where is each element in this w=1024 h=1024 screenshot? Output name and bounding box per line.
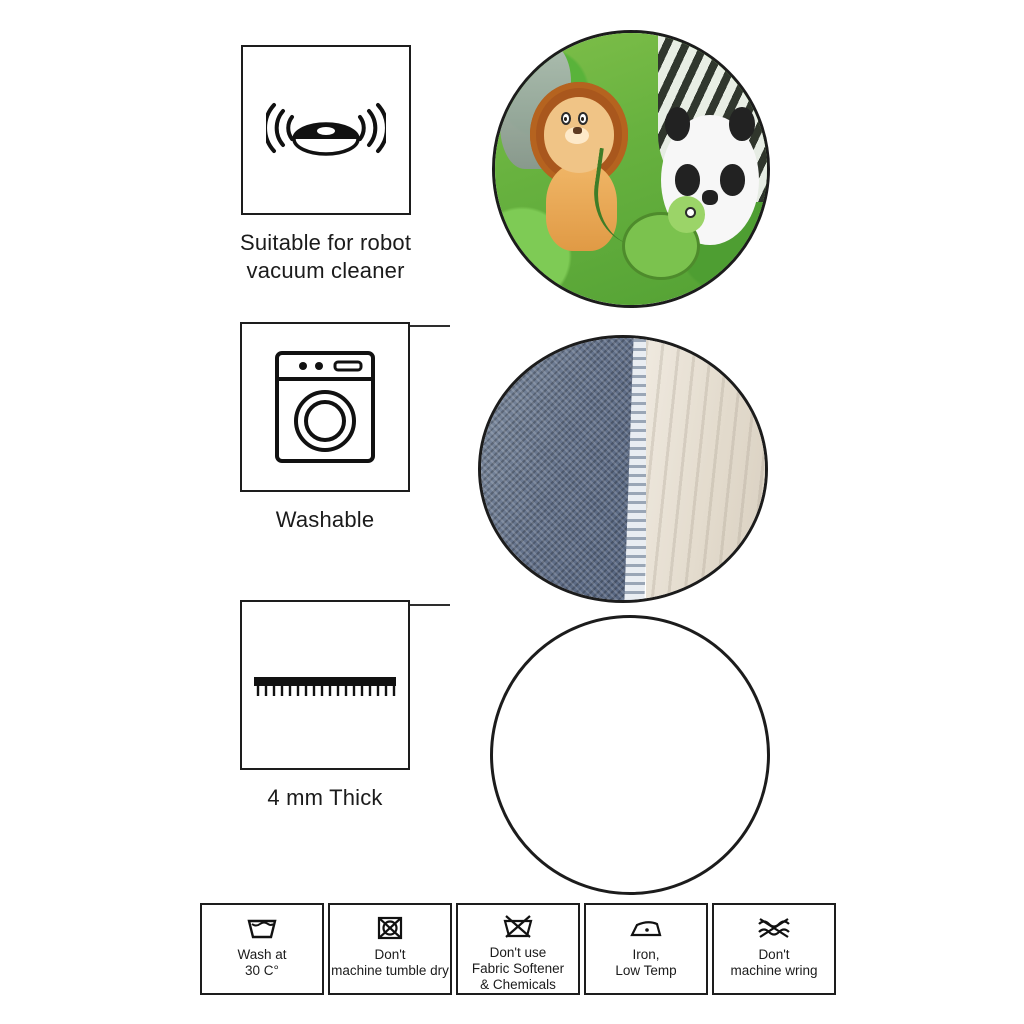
care-line-1: Don't use	[489, 945, 547, 960]
care-cell-wash-30	[200, 903, 324, 995]
robot-vacuum-icon-box	[241, 45, 411, 215]
feature-label-line1: 4 mm Thick	[267, 785, 383, 810]
care-text-no-fabric-softener	[472, 945, 564, 993]
washing-machine-icon	[269, 345, 381, 469]
photo-rug-weave-closeup	[490, 615, 770, 895]
lion-eye-right	[578, 112, 589, 125]
care-line-1: Wash at	[237, 947, 287, 962]
care-line-2: Low Temp	[615, 963, 677, 978]
no-tumble-dry-icon	[375, 913, 405, 943]
feature-washable	[240, 322, 410, 534]
panda-ear-right	[729, 107, 754, 141]
feature-label-line1: Suitable for robot	[240, 230, 412, 255]
feature-label-thickness	[240, 784, 410, 812]
feature-thickness	[240, 600, 410, 812]
thickness-bar-icon	[252, 665, 398, 705]
care-text-wash-30	[237, 947, 286, 979]
care-line-1: Iron,	[632, 947, 660, 962]
lion-nose	[573, 127, 581, 134]
turtle-illustration	[615, 202, 707, 289]
care-line-2: machine wring	[730, 963, 818, 978]
no-wring-icon	[754, 913, 794, 943]
feature-robot-vacuum	[240, 45, 411, 285]
care-cell-no-wring	[712, 903, 836, 995]
care-cell-no-fabric-softener	[456, 903, 580, 995]
feature-label-washable	[240, 506, 410, 534]
care-line-1: Don't	[758, 947, 790, 962]
wooden-floor	[646, 338, 765, 600]
care-instructions-row	[200, 903, 840, 995]
lion-eye-left	[561, 112, 572, 125]
care-text-no-tumble-dry	[331, 947, 449, 979]
photo-rug-edge-on-floor	[478, 335, 768, 603]
rug-edge-composition	[481, 338, 765, 600]
wash-30-icon	[245, 913, 279, 943]
feature-label-robot-vacuum	[240, 229, 411, 285]
care-line-2: machine tumble dry	[331, 963, 449, 978]
care-text-no-wring	[730, 947, 817, 979]
care-line-2: 30 C°	[245, 963, 279, 978]
panda-ear-left	[665, 107, 690, 141]
care-line-1: Don't	[374, 947, 406, 962]
rug-surface-texture	[481, 338, 634, 600]
care-text-iron-low-temp	[615, 947, 676, 979]
feature-label-line2: vacuum cleaner	[246, 258, 405, 283]
care-line-3: & Chemicals	[480, 977, 556, 992]
thickness-icon-box	[240, 600, 410, 770]
photo-rug-top-print	[492, 30, 770, 308]
washing-machine-icon-box	[240, 322, 410, 492]
care-cell-iron-low-temp	[584, 903, 708, 995]
panda-eye-patch-left	[675, 164, 700, 195]
panda-eye-patch-right	[720, 164, 745, 195]
care-line-2: Fabric Softener	[471, 961, 565, 976]
feature-label-line1: Washable	[275, 507, 375, 532]
iron-low-temp-icon	[628, 913, 664, 943]
care-cell-no-tumble-dry	[328, 903, 452, 995]
rug-weave-texture	[493, 618, 767, 892]
no-fabric-softener-icon	[501, 913, 535, 941]
robot-vacuum-icon	[266, 87, 386, 173]
